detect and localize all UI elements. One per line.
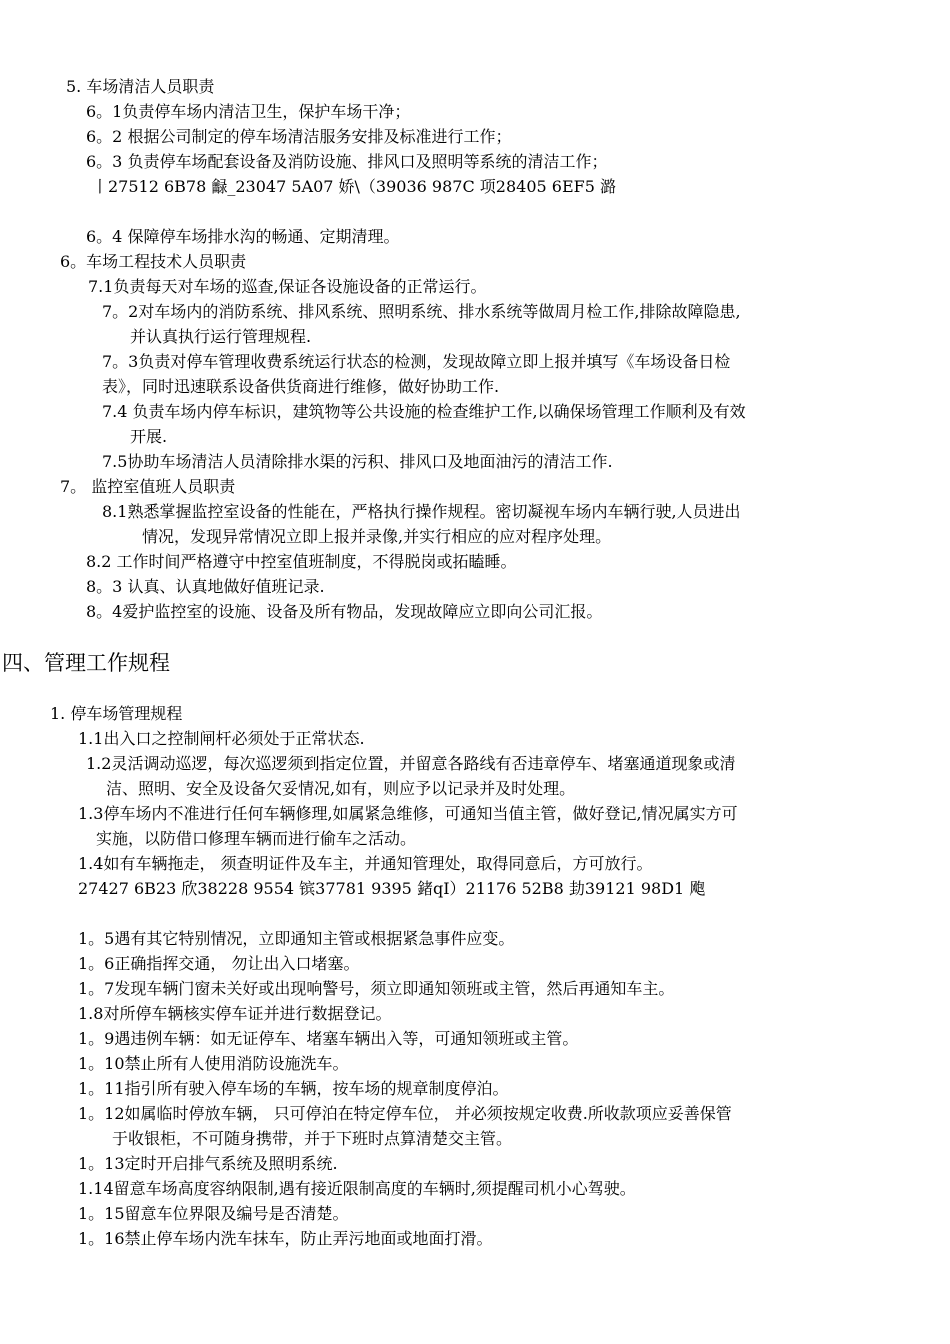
parking-rule-1-13: 1。13定时开启排气系统及照明系统.	[78, 1154, 338, 1173]
parking-rule-1-11: 1。11指引所有驶入停车场的车辆，按车场的规章制度停泊。	[78, 1079, 509, 1098]
parking-rule-1-3-cont: 实施，以防借口修理车辆而进行偷车之活动。	[96, 829, 417, 848]
section-5-title: 5. 车场清洁人员职责	[66, 77, 215, 96]
section-6-item-3-cont: 表》，同时迅速联系设备供货商进行维修，做好协助工作.	[102, 377, 500, 396]
parking-rule-1-7: 1。7发现车辆门窗未关好或出现响警号，须立即通知领班或主管，然后再通知车主。	[78, 979, 675, 998]
section-5-item-2: 6。2 根据公司制定的停车场清洁服务安排及标准进行工作；	[86, 127, 512, 146]
section-7-item-3: 8。3 认真、认真地做好值班记录.	[86, 577, 325, 596]
parking-rules-title: 1. 停车场管理规程	[50, 704, 183, 723]
section-6-item-2-cont: 并认真执行运行管理规程.	[130, 327, 312, 346]
parking-rule-1-5: 1。5遇有其它特别情况，立即通知主管或根据紧急事件应变。	[78, 929, 515, 948]
chapter-4-heading: 四、管理工作规程	[2, 651, 170, 675]
parking-rule-1-2: 1.2灵活调动巡逻，每次巡逻须到指定位置，并留意各路线有否违章停车、堵塞通道现象或清	[86, 754, 736, 773]
parking-rule-1-16: 1。16禁止停车场内洗车抹车，防止弄污地面或地面打滑。	[78, 1229, 493, 1248]
section-7-item-2: 8.2 工作时间严格遵守中控室值班制度，不得脱岗或拓瞌睡。	[86, 552, 517, 571]
parking-rules-garbled-line: 27427 6B23 欣38228 9554 镔37781 9395 鍺qI）21176 52B8 劸39121 98D1 飑	[78, 879, 706, 898]
parking-rule-1-15: 1。15留意车位界限及编号是否清楚。	[78, 1204, 349, 1223]
section-5-item-3: 6。3 负责停车场配套设备及消防设施、排风口及照明等系统的清洁工作；	[86, 152, 608, 171]
parking-rule-1-9: 1。9遇违例车辆：如无证停车、堵塞车辆出入等，可通知领班或主管。	[78, 1029, 579, 1048]
parking-rule-1-4: 1.4如有车辆拖走， 须查明证件及车主，并通知管理处，取得同意后，方可放行。	[78, 854, 653, 873]
parking-rule-1-2-cont: 洁、照明、安全及设备欠妥情况,如有，则应予以记录并及时处理。	[106, 779, 576, 798]
section-6-item-5: 7.5协助车场清洁人员清除排水渠的污积、排风口及地面油污的清洁工作.	[102, 452, 613, 471]
section-7-item-1: 8.1熟悉掌握监控室设备的性能在，严格执行操作规程。密切凝视车场内车辆行驶,人员进出	[102, 502, 741, 521]
section-6-item-3: 7。3负责对停车管理收费系统运行状态的检测，发现故障立即上报并填写《车场设备日检	[102, 352, 731, 371]
section-7-item-4: 8。4爱护监控室的设施、设备及所有物品，发现故障应立即向公司汇报。	[86, 602, 603, 621]
section-5-item-4: 6。4 保障停车场排水沟的畅通、定期清理。	[86, 227, 400, 246]
section-6-item-4: 7.4 负责车场内停车标识，建筑物等公共设施的检查维护工作,以确保场管理工作顺利及有效	[102, 402, 746, 421]
section-7-item-1-cont: 情况，发现异常情况立即上报并录像,并实行相应的应对程序处理。	[142, 527, 612, 546]
section-5-garbled-line: 丨27512 6B78 龣_23047 5A07 娇\（39036 987C 项28405 6EF5 潞	[92, 177, 616, 196]
parking-rule-1-1: 1.1出入口之控制闸杆必须处于正常状态.	[78, 729, 365, 748]
parking-rule-1-14: 1.14留意车场高度容纳限制,遇有接近限制高度的车辆时,须提醒司机小心驾驶。	[78, 1179, 636, 1198]
section-5-item-1: 6。1负责停车场内清洁卫生，保护车场干净；	[86, 102, 411, 121]
parking-rule-1-12-cont: 于收银柜，不可随身携带，并于下班时点算清楚交主管。	[112, 1129, 513, 1148]
section-6-item-4-cont: 开展.	[130, 427, 168, 446]
parking-rule-1-3: 1.3停车场内不准进行任何车辆修理,如属紧急维修，可通知当值主管，做好登记,情况属实方可	[78, 804, 738, 823]
section-6-item-1: 7.1负责每天对车场的巡查,保证各设施设备的正常运行。	[88, 277, 487, 296]
section-6-title: 6。车场工程技术人员职责	[60, 252, 247, 271]
parking-rule-1-10: 1。10禁止所有人使用消防设施洗车。	[78, 1054, 349, 1073]
parking-rule-1-6: 1。6正确指挥交通， 勿让出入口堵塞。	[78, 954, 360, 973]
section-6-item-2: 7。2对车场内的消防系统、排风系统、照明系统、排水系统等做周月检工作,排除故障隐患,	[102, 302, 741, 321]
parking-rule-1-12: 1。12如属临时停放车辆， 只可停泊在特定停车位， 并必须按规定收费.所收款项应妥善保管	[78, 1104, 732, 1123]
parking-rule-1-8: 1.8对所停车辆核实停车证并进行数据登记。	[78, 1004, 392, 1023]
section-7-title: 7。 监控室值班人员职责	[60, 477, 236, 496]
